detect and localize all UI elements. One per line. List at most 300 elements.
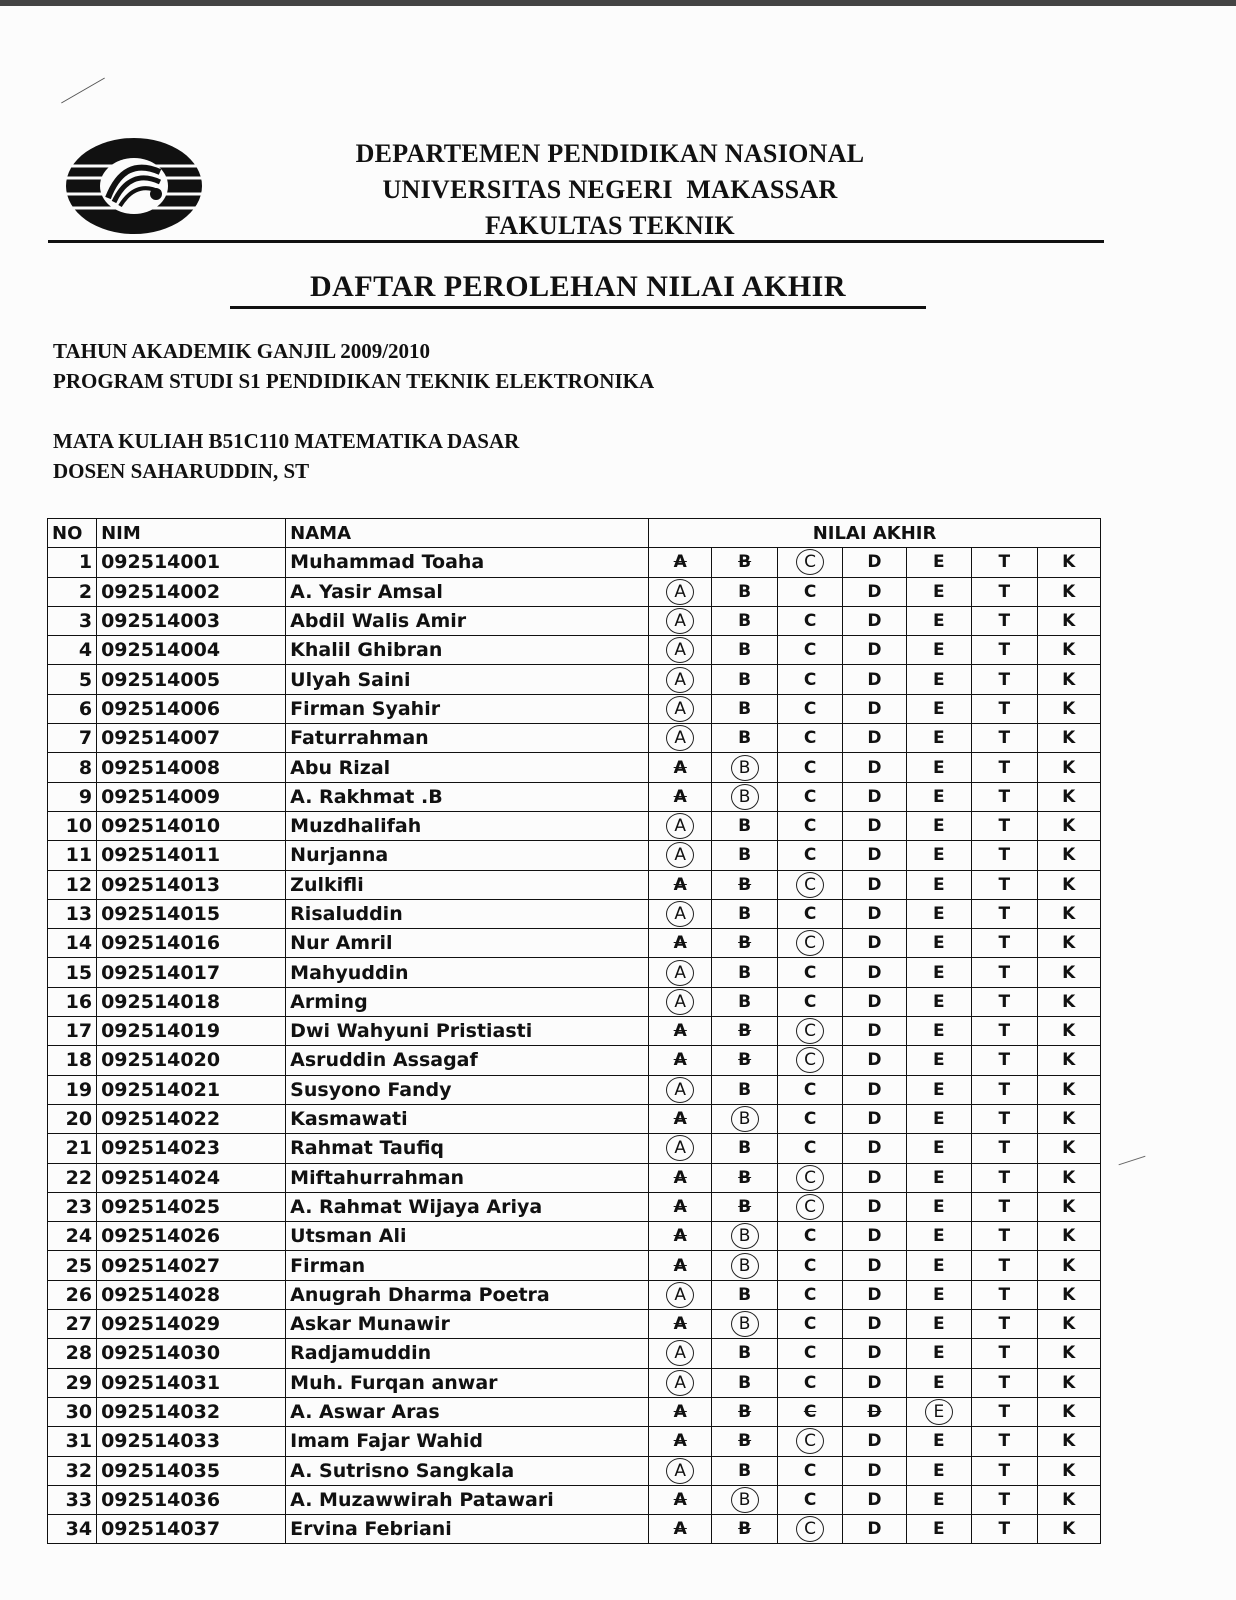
grade-option: D bbox=[843, 841, 906, 870]
grade-option: A bbox=[649, 1427, 712, 1456]
grade-option: E bbox=[906, 1046, 971, 1075]
grade-option: T bbox=[972, 1075, 1037, 1104]
no-cell: 7 bbox=[48, 724, 97, 753]
grade-option: B bbox=[712, 841, 777, 870]
circled-grade: A bbox=[666, 813, 694, 839]
grade-option: K bbox=[1037, 724, 1101, 753]
circled-grade: A bbox=[666, 901, 694, 927]
nama-cell: A. Muzawwirah Patawari bbox=[286, 1485, 649, 1514]
grade-option: T bbox=[972, 636, 1037, 665]
grade-option: T bbox=[972, 753, 1037, 782]
table-row bbox=[48, 870, 1101, 899]
grade-option: D bbox=[843, 1222, 906, 1251]
grade-option: T bbox=[972, 899, 1037, 928]
nama-cell: A. Rahmat Wijaya Ariya bbox=[286, 1192, 649, 1221]
no-cell: 27 bbox=[48, 1310, 97, 1339]
grade-option: K bbox=[1037, 1485, 1101, 1514]
grade-option: E bbox=[906, 811, 971, 840]
nama-cell: Muzdhalifah bbox=[286, 811, 649, 840]
grade-option: B bbox=[712, 1017, 777, 1046]
grade-option: B bbox=[712, 636, 777, 665]
grade-option: D bbox=[843, 694, 906, 723]
grade-option: T bbox=[972, 841, 1037, 870]
nama-cell: Asruddin Assagaf bbox=[286, 1046, 649, 1075]
grade-option: B bbox=[712, 1339, 777, 1368]
table-row bbox=[48, 1163, 1101, 1192]
header-line-1: DEPARTEMEN PENDIDIKAN NASIONAL bbox=[355, 139, 865, 168]
grade-option: K bbox=[1037, 811, 1101, 840]
grade-option: E bbox=[906, 1515, 971, 1544]
grade-option: C bbox=[777, 811, 842, 840]
grade-option: T bbox=[972, 782, 1037, 811]
grade-option: E bbox=[906, 899, 971, 928]
grade-option: K bbox=[1037, 1017, 1101, 1046]
nama-cell: Dwi Wahyuni Pristiasti bbox=[286, 1017, 649, 1046]
grade-option: K bbox=[1037, 1134, 1101, 1163]
table-row bbox=[48, 1310, 1101, 1339]
grade-cell-selected bbox=[777, 548, 842, 577]
grade-option: K bbox=[1037, 841, 1101, 870]
no-cell: 12 bbox=[48, 870, 97, 899]
nim-cell: 092514006 bbox=[97, 694, 286, 723]
grade-cell-selected bbox=[777, 1427, 842, 1456]
grade-option: A bbox=[649, 753, 712, 782]
grade-option: E bbox=[906, 1427, 971, 1456]
nim-cell: 092514023 bbox=[97, 1134, 286, 1163]
circled-grade: B bbox=[731, 784, 759, 810]
header-nim: NIM bbox=[97, 519, 286, 548]
nama-cell: Firman Syahir bbox=[286, 694, 649, 723]
grade-cell-selected bbox=[712, 1485, 777, 1514]
circled-grade: B bbox=[731, 755, 759, 781]
grade-option: K bbox=[1037, 782, 1101, 811]
grade-option: D bbox=[843, 577, 906, 606]
grade-cell-selected bbox=[777, 1515, 842, 1544]
no-cell: 16 bbox=[48, 987, 97, 1016]
table-row bbox=[48, 1017, 1101, 1046]
grade-option: T bbox=[972, 1251, 1037, 1280]
grade-option: T bbox=[972, 1222, 1037, 1251]
grade-option: T bbox=[972, 694, 1037, 723]
grade-option: B bbox=[712, 665, 777, 694]
grade-cell-selected bbox=[777, 1017, 842, 1046]
grade-option: K bbox=[1037, 1310, 1101, 1339]
circled-grade: C bbox=[796, 1047, 824, 1073]
grade-cell-selected bbox=[649, 665, 712, 694]
grade-option: K bbox=[1037, 1251, 1101, 1280]
grade-cell-selected bbox=[649, 1456, 712, 1485]
side-mark bbox=[1119, 1156, 1146, 1166]
grade-option: E bbox=[906, 1310, 971, 1339]
grade-option: D bbox=[843, 665, 906, 694]
nama-cell: Firman bbox=[286, 1251, 649, 1280]
grade-option: K bbox=[1037, 753, 1101, 782]
grade-option: A bbox=[649, 929, 712, 958]
nama-cell: A. Yasir Amsal bbox=[286, 577, 649, 606]
grade-option: K bbox=[1037, 899, 1101, 928]
study-program: PROGRAM STUDI S1 PENDIDIKAN TEKNIK ELEKTRONIKA bbox=[53, 369, 655, 393]
grade-option: D bbox=[843, 1310, 906, 1339]
grade-cell-selected bbox=[777, 1192, 842, 1221]
academic-year: TAHUN AKADEMIK GANJIL 2009/2010 bbox=[53, 339, 431, 363]
no-cell: 19 bbox=[48, 1075, 97, 1104]
grade-option: E bbox=[906, 1017, 971, 1046]
nim-cell: 092514001 bbox=[97, 548, 286, 577]
grade-option: B bbox=[712, 1368, 777, 1397]
grade-option: K bbox=[1037, 1280, 1101, 1309]
grade-option: D bbox=[843, 929, 906, 958]
grade-option: C bbox=[777, 987, 842, 1016]
circled-grade: C bbox=[796, 549, 824, 575]
grade-option: B bbox=[712, 1046, 777, 1075]
grade-cell-selected bbox=[649, 636, 712, 665]
grade-option: A bbox=[649, 1222, 712, 1251]
no-cell: 20 bbox=[48, 1104, 97, 1133]
table-row bbox=[48, 1485, 1101, 1514]
grade-option: E bbox=[906, 958, 971, 987]
grade-option: E bbox=[906, 1222, 971, 1251]
circled-grade: A bbox=[666, 1135, 694, 1161]
grade-option: B bbox=[712, 1192, 777, 1221]
grade-option: K bbox=[1037, 1515, 1101, 1544]
grade-option: K bbox=[1037, 1456, 1101, 1485]
table-row bbox=[48, 987, 1101, 1016]
grade-option: K bbox=[1037, 1192, 1101, 1221]
grade-option: T bbox=[972, 1017, 1037, 1046]
grade-option: C bbox=[777, 694, 842, 723]
grade-option: D bbox=[843, 1456, 906, 1485]
circled-grade: B bbox=[731, 1253, 759, 1279]
nim-cell: 092514037 bbox=[97, 1515, 286, 1544]
grade-option: A bbox=[649, 1397, 712, 1426]
circled-grade: A bbox=[666, 725, 694, 751]
circled-grade: C bbox=[796, 1428, 824, 1454]
nim-cell: 092514004 bbox=[97, 636, 286, 665]
table-row bbox=[48, 899, 1101, 928]
grade-option: A bbox=[649, 1515, 712, 1544]
grade-option: C bbox=[777, 1310, 842, 1339]
university-logo-icon bbox=[64, 136, 204, 236]
grade-option: T bbox=[972, 1280, 1037, 1309]
circled-grade: A bbox=[666, 667, 694, 693]
grade-option: B bbox=[712, 870, 777, 899]
nama-cell: Utsman Ali bbox=[286, 1222, 649, 1251]
grade-option: E bbox=[906, 636, 971, 665]
nama-cell: Susyono Fandy bbox=[286, 1075, 649, 1104]
nim-cell: 092514011 bbox=[97, 841, 286, 870]
grade-option: E bbox=[906, 724, 971, 753]
grade-option: E bbox=[906, 1134, 971, 1163]
nama-cell: Askar Munawir bbox=[286, 1310, 649, 1339]
no-cell: 33 bbox=[48, 1485, 97, 1514]
circled-grade: B bbox=[731, 1106, 759, 1132]
no-cell: 26 bbox=[48, 1280, 97, 1309]
no-cell: 31 bbox=[48, 1427, 97, 1456]
grade-option: D bbox=[843, 899, 906, 928]
grade-cell-selected bbox=[649, 724, 712, 753]
grade-option: C bbox=[777, 665, 842, 694]
grade-option: E bbox=[906, 1368, 971, 1397]
grade-option: K bbox=[1037, 606, 1101, 635]
nim-cell: 092514027 bbox=[97, 1251, 286, 1280]
grade-option: T bbox=[972, 870, 1037, 899]
grade-option: T bbox=[972, 1515, 1037, 1544]
grade-option: B bbox=[712, 724, 777, 753]
nim-cell: 092514030 bbox=[97, 1339, 286, 1368]
grade-option: B bbox=[712, 1134, 777, 1163]
grade-option: K bbox=[1037, 694, 1101, 723]
table-row bbox=[48, 958, 1101, 987]
grade-option: B bbox=[712, 987, 777, 1016]
no-cell: 9 bbox=[48, 782, 97, 811]
grade-option: D bbox=[843, 958, 906, 987]
circled-grade: C bbox=[796, 930, 824, 956]
grade-option: D bbox=[843, 1192, 906, 1221]
grade-cell-selected bbox=[712, 1310, 777, 1339]
grade-cell-selected bbox=[712, 1104, 777, 1133]
nim-cell: 092514009 bbox=[97, 782, 286, 811]
grade-option: T bbox=[972, 1485, 1037, 1514]
nim-cell: 092514018 bbox=[97, 987, 286, 1016]
no-cell: 1 bbox=[48, 548, 97, 577]
nim-cell: 092514016 bbox=[97, 929, 286, 958]
grade-cell-selected bbox=[777, 929, 842, 958]
table-row bbox=[48, 811, 1101, 840]
grade-option: B bbox=[712, 548, 777, 577]
table-row bbox=[48, 1339, 1101, 1368]
grade-option: T bbox=[972, 1456, 1037, 1485]
grade-option: K bbox=[1037, 929, 1101, 958]
grade-option: A bbox=[649, 870, 712, 899]
grade-option: E bbox=[906, 987, 971, 1016]
grade-option: C bbox=[777, 1222, 842, 1251]
no-cell: 22 bbox=[48, 1163, 97, 1192]
nama-cell: Imam Fajar Wahid bbox=[286, 1427, 649, 1456]
grade-cell-selected bbox=[649, 1339, 712, 1368]
grade-option: A bbox=[649, 548, 712, 577]
nama-cell: Faturrahman bbox=[286, 724, 649, 753]
circled-grade: C bbox=[796, 1194, 824, 1220]
grade-option: K bbox=[1037, 958, 1101, 987]
nama-cell: Khalil Ghibran bbox=[286, 636, 649, 665]
nama-cell: Muhammad Toaha bbox=[286, 548, 649, 577]
scan-edge-line bbox=[0, 0, 1236, 6]
nim-cell: 092514005 bbox=[97, 665, 286, 694]
table-row bbox=[48, 694, 1101, 723]
nim-cell: 092514021 bbox=[97, 1075, 286, 1104]
grade-option: D bbox=[843, 1280, 906, 1309]
no-cell: 17 bbox=[48, 1017, 97, 1046]
grade-option: T bbox=[972, 1339, 1037, 1368]
grade-option: A bbox=[649, 1310, 712, 1339]
grade-option: B bbox=[712, 1163, 777, 1192]
grade-option: C bbox=[777, 1134, 842, 1163]
grade-option: E bbox=[906, 577, 971, 606]
no-cell: 14 bbox=[48, 929, 97, 958]
circled-grade: A bbox=[666, 608, 694, 634]
grade-option: D bbox=[843, 1163, 906, 1192]
table-row bbox=[48, 724, 1101, 753]
table-row bbox=[48, 1075, 1101, 1104]
nim-cell: 092514013 bbox=[97, 870, 286, 899]
grade-option: B bbox=[712, 1515, 777, 1544]
table-row bbox=[48, 1251, 1101, 1280]
circled-grade: C bbox=[796, 1165, 824, 1191]
grade-option: D bbox=[843, 1515, 906, 1544]
grade-option: E bbox=[906, 694, 971, 723]
grade-option: C bbox=[777, 899, 842, 928]
grade-option: T bbox=[972, 929, 1037, 958]
table-row bbox=[48, 1456, 1101, 1485]
circled-grade: A bbox=[666, 579, 694, 605]
grade-option: K bbox=[1037, 1339, 1101, 1368]
header-line-3: FAKULTAS TEKNIK bbox=[485, 211, 735, 240]
grade-option: D bbox=[843, 1134, 906, 1163]
grade-option: B bbox=[712, 1456, 777, 1485]
table-row bbox=[48, 548, 1101, 577]
circled-grade: A bbox=[666, 1458, 694, 1484]
grade-option: D bbox=[843, 1104, 906, 1133]
grade-option: T bbox=[972, 958, 1037, 987]
nama-cell: Ulyah Saini bbox=[286, 665, 649, 694]
grade-cell-selected bbox=[649, 1075, 712, 1104]
grade-option: E bbox=[906, 1339, 971, 1368]
no-cell: 8 bbox=[48, 753, 97, 782]
table-row bbox=[48, 1104, 1101, 1133]
grade-option: K bbox=[1037, 1075, 1101, 1104]
grade-cell-selected bbox=[649, 1134, 712, 1163]
grade-option: D bbox=[843, 1075, 906, 1104]
grade-option: K bbox=[1037, 1104, 1101, 1133]
table-row bbox=[48, 782, 1101, 811]
grade-cell-selected bbox=[649, 811, 712, 840]
nama-cell: Mahyuddin bbox=[286, 958, 649, 987]
grade-option: K bbox=[1037, 1368, 1101, 1397]
no-cell: 2 bbox=[48, 577, 97, 606]
grade-option: C bbox=[777, 1456, 842, 1485]
grade-option: D bbox=[843, 1397, 906, 1426]
grade-option: C bbox=[777, 577, 842, 606]
nim-cell: 092514026 bbox=[97, 1222, 286, 1251]
no-cell: 34 bbox=[48, 1515, 97, 1544]
nama-cell: Abu Rizal bbox=[286, 753, 649, 782]
grade-option: K bbox=[1037, 548, 1101, 577]
grade-option: B bbox=[712, 899, 777, 928]
table-row bbox=[48, 1368, 1101, 1397]
grade-option: K bbox=[1037, 870, 1101, 899]
grade-option: T bbox=[972, 1134, 1037, 1163]
nama-cell: Risaluddin bbox=[286, 899, 649, 928]
circled-grade: A bbox=[666, 960, 694, 986]
grade-option: T bbox=[972, 811, 1037, 840]
no-cell: 29 bbox=[48, 1368, 97, 1397]
course: MATA KULIAH B51C110 MATEMATIKA DASAR bbox=[53, 429, 520, 453]
grade-option: E bbox=[906, 782, 971, 811]
nama-cell: Kasmawati bbox=[286, 1104, 649, 1133]
no-cell: 6 bbox=[48, 694, 97, 723]
nim-cell: 092514003 bbox=[97, 606, 286, 635]
nama-cell: Radjamuddin bbox=[286, 1339, 649, 1368]
grade-option: K bbox=[1037, 636, 1101, 665]
table-row bbox=[48, 636, 1101, 665]
grade-cell-selected bbox=[649, 1280, 712, 1309]
grade-cell-selected bbox=[712, 782, 777, 811]
circled-grade: C bbox=[796, 872, 824, 898]
grade-option: B bbox=[712, 1280, 777, 1309]
grade-option: E bbox=[906, 1104, 971, 1133]
nim-cell: 092514028 bbox=[97, 1280, 286, 1309]
table-header-row bbox=[48, 519, 1101, 548]
grade-option: C bbox=[777, 958, 842, 987]
no-cell: 24 bbox=[48, 1222, 97, 1251]
grade-option: D bbox=[843, 548, 906, 577]
grade-option: T bbox=[972, 987, 1037, 1016]
grade-cell-selected bbox=[649, 694, 712, 723]
grade-option: T bbox=[972, 665, 1037, 694]
grade-option: A bbox=[649, 1251, 712, 1280]
no-cell: 5 bbox=[48, 665, 97, 694]
grade-option: E bbox=[906, 548, 971, 577]
pencil-mark bbox=[61, 78, 105, 104]
nim-cell: 092514007 bbox=[97, 724, 286, 753]
header-divider bbox=[48, 240, 1104, 243]
grade-cell-selected bbox=[712, 753, 777, 782]
nim-cell: 092514020 bbox=[97, 1046, 286, 1075]
circled-grade: A bbox=[666, 842, 694, 868]
circled-grade: A bbox=[666, 637, 694, 663]
no-cell: 25 bbox=[48, 1251, 97, 1280]
table-row bbox=[48, 606, 1101, 635]
grade-option: A bbox=[649, 1046, 712, 1075]
nama-cell: Arming bbox=[286, 987, 649, 1016]
no-cell: 18 bbox=[48, 1046, 97, 1075]
grade-option: T bbox=[972, 1397, 1037, 1426]
table-row bbox=[48, 665, 1101, 694]
grade-option: D bbox=[843, 1017, 906, 1046]
grade-option: T bbox=[972, 724, 1037, 753]
nim-cell: 092514019 bbox=[97, 1017, 286, 1046]
circled-grade: C bbox=[796, 1018, 824, 1044]
grade-option: E bbox=[906, 1251, 971, 1280]
grade-option: C bbox=[777, 841, 842, 870]
no-cell: 32 bbox=[48, 1456, 97, 1485]
grade-option: D bbox=[843, 870, 906, 899]
grade-option: E bbox=[906, 870, 971, 899]
grade-option: C bbox=[777, 724, 842, 753]
no-cell: 3 bbox=[48, 606, 97, 635]
grade-cell-selected bbox=[777, 870, 842, 899]
circled-grade: A bbox=[666, 1370, 694, 1396]
grade-option: C bbox=[777, 1339, 842, 1368]
document-title: DAFTAR PEROLEHAN NILAI AKHIR bbox=[310, 270, 846, 303]
no-cell: 30 bbox=[48, 1397, 97, 1426]
nama-cell: Muh. Furqan anwar bbox=[286, 1368, 649, 1397]
grade-option: B bbox=[712, 811, 777, 840]
grade-option: C bbox=[777, 1251, 842, 1280]
grade-cell-selected bbox=[649, 899, 712, 928]
grade-option: K bbox=[1037, 1163, 1101, 1192]
table-row bbox=[48, 1046, 1101, 1075]
grade-option: A bbox=[649, 1163, 712, 1192]
grade-option: E bbox=[906, 1456, 971, 1485]
nama-cell: A. Aswar Aras bbox=[286, 1397, 649, 1426]
grade-option: T bbox=[972, 1427, 1037, 1456]
header-nilai-akhir: NILAI AKHIR bbox=[649, 519, 1101, 548]
grade-option: B bbox=[712, 1075, 777, 1104]
grade-option: K bbox=[1037, 1427, 1101, 1456]
grade-option: D bbox=[843, 1427, 906, 1456]
grade-option: T bbox=[972, 577, 1037, 606]
